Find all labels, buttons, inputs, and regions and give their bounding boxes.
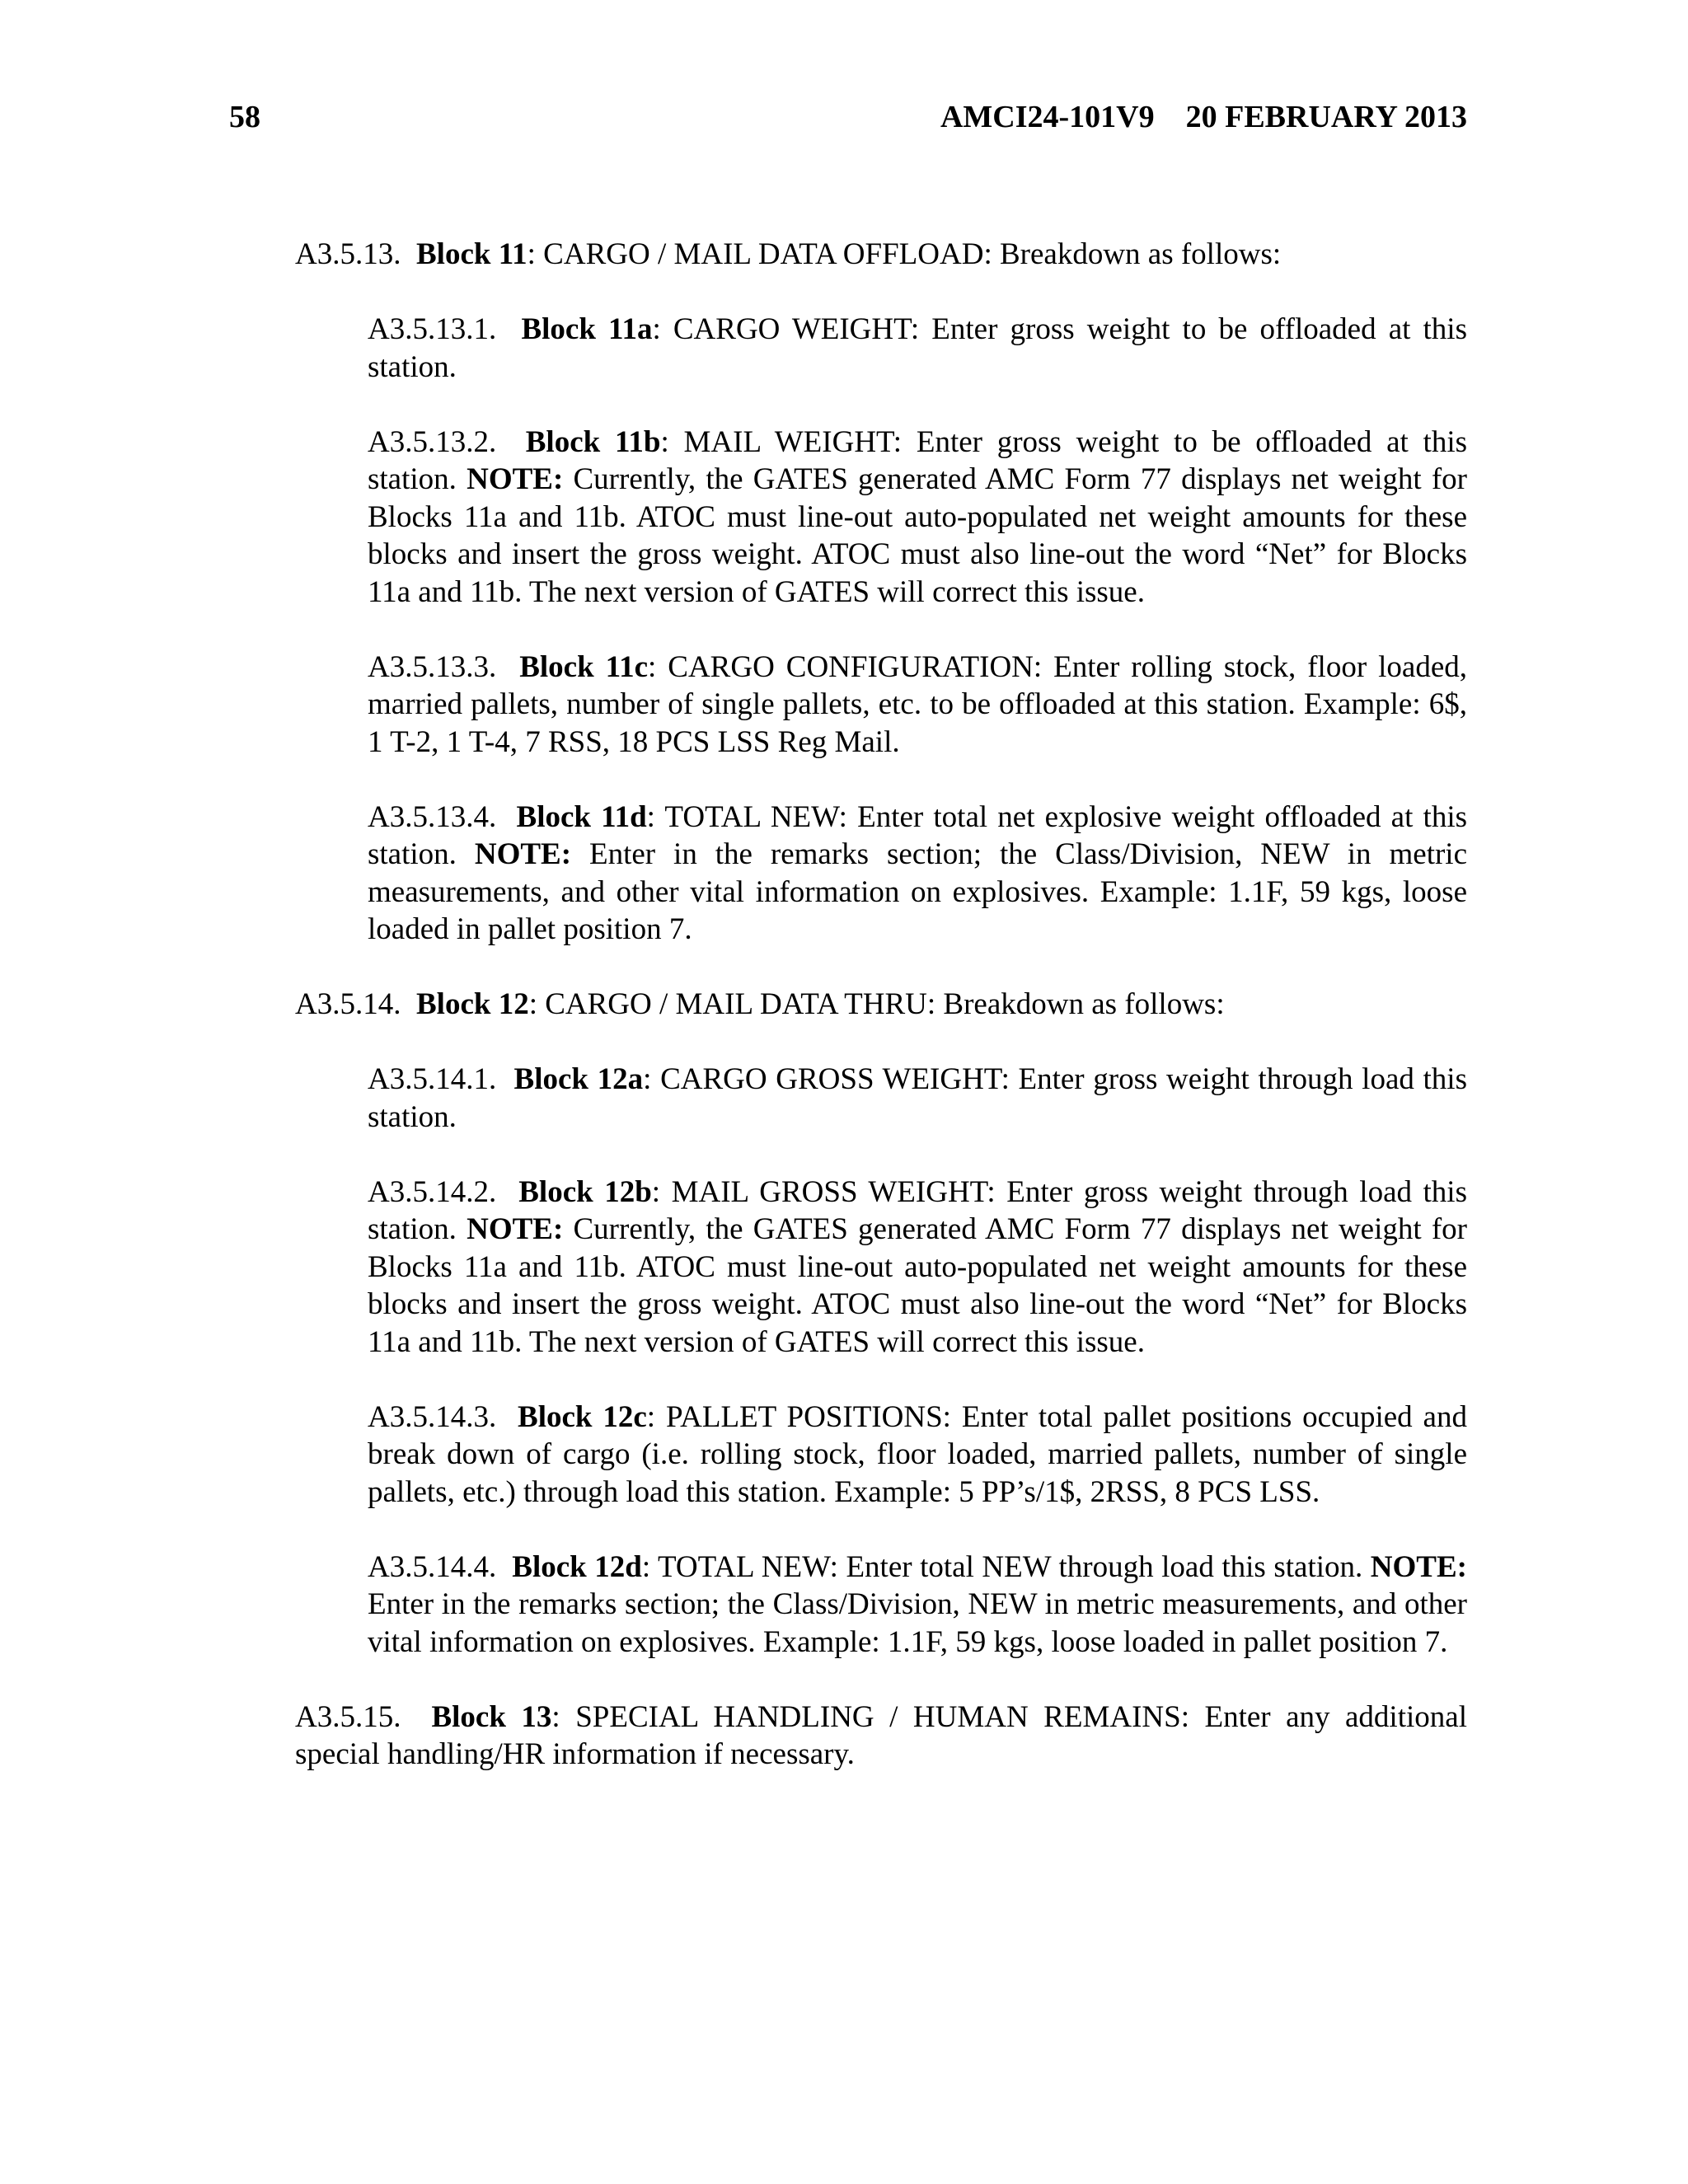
block-label: Block 12 xyxy=(415,987,529,1021)
note-label: NOTE: xyxy=(1370,1549,1467,1584)
paragraph-a3-5-13-3 xyxy=(368,649,1467,762)
paragraph-number: A3.5.15. xyxy=(295,1699,432,1734)
note-text: Currently, the GATES generated AMC Form 77 displays net weight for Blocks 11a and 11b. ATOC must line-out auto-populated net weight amounts for these blocks and insert the gross weight. ATOC must also line-out the word “Net” for Blocks 11a and 11b. The next version of GATES will correct this issue. xyxy=(368,1212,1467,1359)
paragraph-a3-5-14-2 xyxy=(368,1174,1467,1361)
block-label: Block 12a xyxy=(513,1062,644,1096)
page-number: 58 xyxy=(229,100,260,134)
paragraph-number: A3.5.13.1. xyxy=(368,312,522,346)
note-text: Enter in the remarks section; the Class/Division, NEW in metric measurements, and other vital information on explosives. Example: 1.1F, 59 kgs, loose loaded in pallet position 7. xyxy=(368,837,1467,946)
paragraph-number: A3.5.14.4. xyxy=(368,1549,513,1584)
block-label: Block 11d xyxy=(516,799,647,834)
paragraph-text: : MAIL WEIGHT: Enter gross weight to be offloaded at this station. xyxy=(368,424,1467,496)
paragraph-number: A3.5.13.2. xyxy=(368,424,526,459)
block-label: Block 11 xyxy=(415,237,528,271)
note-text: Enter in the remarks section; the Class/Division, NEW in metric measurements, and other vital information on explosives. Example: 1.1F, 59 kgs, loose loaded in pallet position 7. xyxy=(368,1587,1467,1659)
paragraph-number: A3.5.14.3. xyxy=(368,1399,518,1434)
note-label: NOTE: xyxy=(474,837,572,871)
block-label: Block 11c xyxy=(519,649,649,684)
paragraph-number: A3.5.14.2. xyxy=(368,1174,519,1209)
paragraph-a3-5-13-1 xyxy=(368,311,1467,386)
document-body xyxy=(295,236,1467,1811)
paragraph-text: : SPECIAL HANDLING / HUMAN REMAINS: Enter any additional special handling/HR information if necessary. xyxy=(295,1699,1467,1771)
paragraph-number: A3.5.13.3. xyxy=(368,649,520,684)
paragraph-text: : PALLET POSITIONS: Enter total pallet positions occupied and break down of cargo (i.e. rolling stock, floor loaded, married pallets, number of single pallets, etc.) through load this station. Example: 5 PP’s/1$, 2RSS, 8 PCS LSS. xyxy=(368,1399,1467,1509)
block-label: Block 12c xyxy=(518,1399,647,1434)
paragraph-number: A3.5.14.1. xyxy=(368,1062,514,1096)
note-label: NOTE: xyxy=(467,462,564,496)
paragraph-text: : MAIL GROSS WEIGHT: Enter gross weight through load this station. xyxy=(368,1174,1467,1246)
paragraph-text: : CARGO / MAIL DATA OFFLOAD: Breakdown as follows: xyxy=(527,237,1282,271)
paragraph-text: : CARGO CONFIGURATION: Enter rolling stock, floor loaded, married pallets, number of single pallets, etc. to be offloaded at this station. Example: 6$, 1 T-2, 1 T-4, 7 RSS, 18 PCS LSS Reg Mail. xyxy=(368,649,1467,759)
block-label: Block 11a xyxy=(521,312,653,346)
paragraph-a3-5-14 xyxy=(295,986,1467,1024)
paragraph-a3-5-15 xyxy=(295,1699,1467,1774)
paragraph-a3-5-14-1 xyxy=(368,1061,1467,1136)
paragraph-a3-5-14-3 xyxy=(368,1399,1467,1511)
paragraph-number: A3.5.13. xyxy=(295,237,416,271)
document-id: AMCI24-101V9 20 FEBRUARY 2013 xyxy=(940,100,1467,134)
paragraph-a3-5-13 xyxy=(295,236,1467,274)
paragraph-text: : CARGO WEIGHT: Enter gross weight to be offloaded at this station. xyxy=(368,312,1467,384)
paragraph-a3-5-13-4 xyxy=(368,799,1467,949)
block-label: Block 13 xyxy=(431,1699,552,1734)
note-text: Currently, the GATES generated AMC Form 77 displays net weight for Blocks 11a and 11b. ATOC must line-out auto-populated net weight amounts for these blocks and insert the gross weight. ATOC must also line-out the word “Net” for Blocks 11a and 11b. The next version of GATES will correct this issue. xyxy=(368,462,1467,609)
paragraph-a3-5-13-2 xyxy=(368,424,1467,612)
paragraph-text: : TOTAL NEW: Enter total NEW through load this station. xyxy=(641,1549,1371,1584)
paragraph-a3-5-14-4 xyxy=(368,1549,1467,1661)
note-label: NOTE: xyxy=(467,1212,564,1246)
block-label: Block 12b xyxy=(518,1174,652,1209)
paragraph-text: : CARGO / MAIL DATA THRU: Breakdown as follows: xyxy=(528,987,1225,1021)
paragraph-number: A3.5.14. xyxy=(295,987,416,1021)
block-label: Block 11b xyxy=(525,424,661,459)
paragraph-text: : CARGO GROSS WEIGHT: Enter gross weight through load this station. xyxy=(368,1062,1467,1134)
block-label: Block 12d xyxy=(512,1549,642,1584)
paragraph-number: A3.5.13.4. xyxy=(368,799,517,834)
paragraph-text: : TOTAL NEW: Enter total net explosive weight offloaded at this station. xyxy=(368,799,1467,871)
